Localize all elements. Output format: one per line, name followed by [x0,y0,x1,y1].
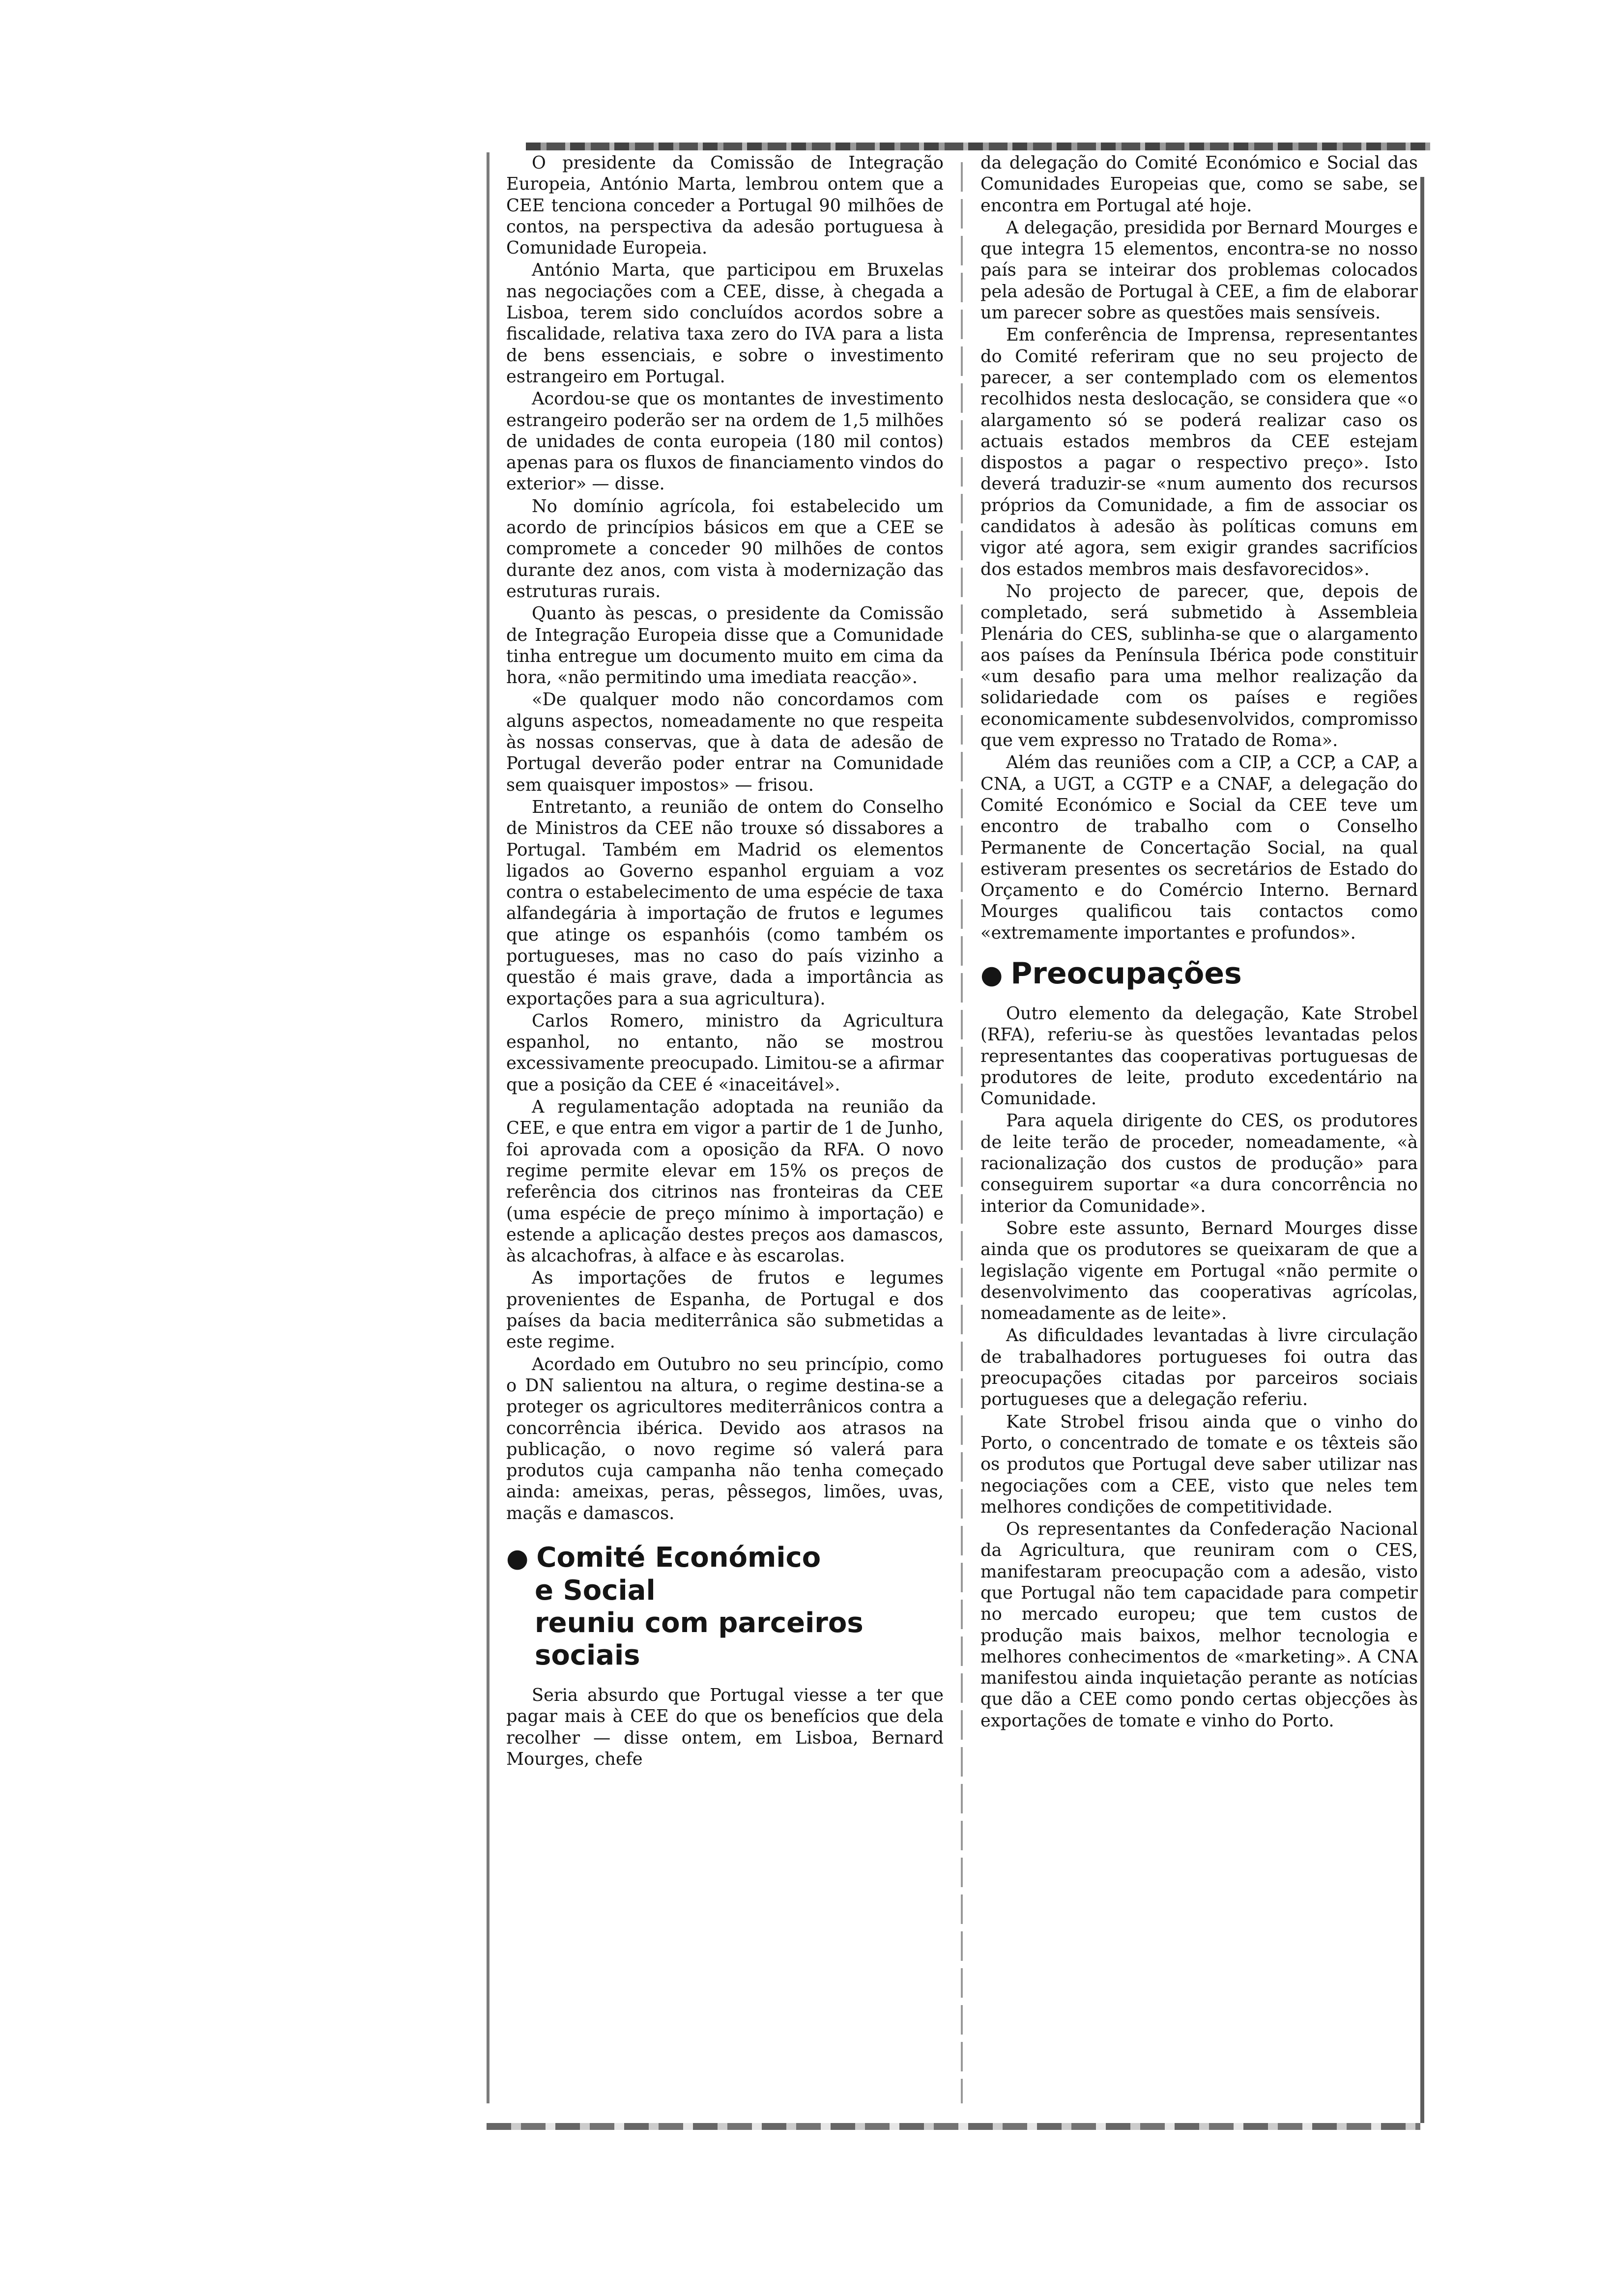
article-paragraph: As dificuldades levantadas à livre circulação de trabalhadores portugueses foi outra das preocupações citadas por parceiros sociais portugueses que a delegação referiu. [980,1325,1418,1410]
article-paragraph: A regulamentação adoptada na reunião da CEE, e que entra em vigor a partir de 1 de Junho, foi aprovada com a oposição da RFA. O novo regime permite elevar em 15% os preços de referência dos citrinos nas fronteiras da CEE (uma espécie de preço mínimo à importação) e estende a aplicação destes preços aos damascos, às alcachofras, à alface e às escarolas. [506,1097,944,1266]
article-paragraph: Outro elemento da delegação, Kate Strobel (RFA), referiu-se às questões levantadas pelos representantes das cooperativas portuguesas de produtores de leite, produto excedentário na Comunidade. [980,1003,1418,1109]
article-paragraph: Além das reuniões com a CIP, a CCP, a CAP, a CNA, a UGT, a CGTP e a CNAF, a delegação do Comité Económico e Social da CEE teve um encontro de trabalho com o Conselho Permanente de Concertação Social, na qual estiveram presentes os secretários de Estado do Orçamento e do Comércio Interno. Bernard Mourges qualificou tais contactos como «extremamente importantes e profundos». [980,752,1418,943]
left-column [506,152,944,1771]
article-paragraph: Seria absurdo que Portugal viesse a ter que pagar mais à CEE do que os benefícios que dela recolher — disse ontem, em Lisboa, Bernard Mourges, chefe [506,1685,944,1769]
section-subheading [980,956,1418,992]
bullet-icon: ● [980,960,1003,990]
headline-line: sociais [535,1639,640,1671]
bottom-scan-border [487,2123,1420,2130]
article-paragraph: António Marta, que participou em Bruxelas nas negociações com a CEE, disse, à chegada a Lisboa, terem sido concluídos acordos sobre a fiscalidade, relativa taxa zero do IVA para a lista de bens essenciais, e sobre o investimento estrangeiro em Portugal. [506,260,944,387]
right-scan-border [1420,177,1424,2123]
article-paragraph: Os representantes da Confederação Nacional da Agricultura, que reuniram com o CES, manifestaram preocupação com a adesão, visto que Portugal não tem capacidade para competir no mercado europeu; que tem custos de produção mais baixos, melhor tecnologia e melhores conhecimentos de «marketing». A CNA manifestou ainda inquietação perante as notícias que dão a CEE como pondo certas objecções às exportações de tomate e vinho do Porto. [980,1519,1418,1731]
headline-line: reuniu com parceiros [535,1607,864,1639]
subheading-text: Preocupações [1010,956,1242,991]
article-paragraph: Em conferência de Imprensa, representantes do Comité referiram que no seu projecto de parecer, a ser contemplado com os elementos recolhidos nesta deslocação, se considera que «o alargamento só se poderá realizar caso os actuais estados membros da CEE estejam dispostos a pagar o respectivo preço». Isto deverá traduzir-se «num aumento dos recursos próprios da Comunidade, a fim de associar os candidatos à adesão às políticas comuns em vigor até agora, sem exigir grandes sacrifícios dos estados membros mais desfavorecidos». [980,325,1418,579]
section-headline [506,1542,944,1672]
column-divider [961,162,963,2103]
article-paragraph: O presidente da Comissão de Integração Europeia, António Marta, lembrou ontem que a CEE tenciona conceder a Portugal 90 milhões de contos, na perspectiva da adesão portuguesa à Comunidade Europeia. [506,153,944,258]
article-paragraph: No projecto de parecer, que, depois de completado, será submetido à Assembleia Plenária do CES, sublinha-se que o alargamento aos países da Península Ibérica pode constituir «um desafio para uma melhor realização da solidariedade com os países e regiões economicamente subdesenvolvidos, compromisso que vem expresso no Tratado de Roma». [980,581,1418,751]
article-paragraph: Kate Strobel frisou ainda que o vinho do Porto, o concentrado de tomate e os têxteis são os produtos que Portugal deve saber utilizar nas negociações com a CEE, visto que neles tem melhores condições de competitividade. [980,1411,1418,1517]
article-paragraph: Entretanto, a reunião de ontem do Conselho de Ministros da CEE não trouxe só dissabores a Portugal. Também em Madrid os elementos ligados ao Governo espanhol erguiam a voz contra o estabelecimento de uma espécie de taxa alfandegária à importação de frutos e legumes que atinge os espanhóis (como também os portugueses, mas no caso do país vizinho a questão é mais grave, dada a importância as exportações para a sua agricultura). [506,797,944,1009]
right-column [980,152,1418,1732]
article-paragraph: Carlos Romero, ministro da Agricultura espanhol, no entanto, não se mostrou excessivamente preocupado. Limitou-se a afirmar que a posição da CEE é «inaceitável». [506,1010,944,1095]
newspaper-clipping [487,133,1430,2138]
headline-line: Comité Económico [536,1542,821,1574]
article-paragraph: «De qualquer modo não concordamos com alguns aspectos, nomeadamente no que respeita às nossas conservas, que à data de adesão de Portugal deverão poder entrar na Comunidade sem quaisquer impostos» — frisou. [506,689,944,795]
article-paragraph: As importações de frutos e legumes provenientes de Espanha, de Portugal e dos países da bacia mediterrânica são submetidas a este regime. [506,1268,944,1352]
article-paragraph: da delegação do Comité Económico e Social das Comunidades Europeias que, como se sabe, se encontra em Portugal até hoje. [980,153,1418,216]
top-scan-border [526,143,1430,150]
headline-line: e Social [535,1575,656,1607]
article-paragraph: Acordado em Outubro no seu princípio, como o DN salientou na altura, o regime destina-se a proteger os agricultores mediterrânicos contra a concorrência ibérica. Devido aos atrasos na publicação, o novo regime só valerá para produtos cuja campanha não tenha começado ainda: ameixas, peras, pêssegos, limões, uvas, maçãs e damascos. [506,1354,944,1523]
article-paragraph: No domínio agrícola, foi estabelecido um acordo de princípios básicos em que a CEE se compromete a conceder 90 milhões de contos durante dez anos, com vista à modernização das estruturas rurais. [506,496,944,602]
bullet-icon: ● [506,1544,529,1573]
article-paragraph: Acordou-se que os montantes de investimento estrangeiro poderão ser na ordem de 1,5 milhões de unidades de conta europeia (180 mil contos) apenas para os fluxos de financiamento vindos do exterior» — disse. [506,389,944,494]
article-paragraph: Sobre este assunto, Bernard Mourges disse ainda que os produtores se queixaram de que a legislação vigente em Portugal «não permite o desenvolvimento das cooperativas agrícolas, nomeadamente as de leite». [980,1218,1418,1324]
article-paragraph: Quanto às pescas, o presidente da Comissão de Integração Europeia disse que a Comunidade tinha entregue um documento muito em cima da hora, «não permitindo uma imediata reacção». [506,603,944,688]
left-scan-border [487,152,489,2103]
article-paragraph: A delegação, presidida por Bernard Mourges e que integra 15 elementos, encontra-se no nosso país para se inteirar dos problemas colocados pela adesão de Portugal à CEE, a fim de elaborar um parecer sobre as questões mais sensíveis. [980,217,1418,323]
article-paragraph: Para aquela dirigente do CES, os produtores de leite terão de proceder, nomeadamente, «à racionalização dos custos de produção» para conseguirem suportar «a dura concorrência no interior da Comunidade». [980,1111,1418,1216]
